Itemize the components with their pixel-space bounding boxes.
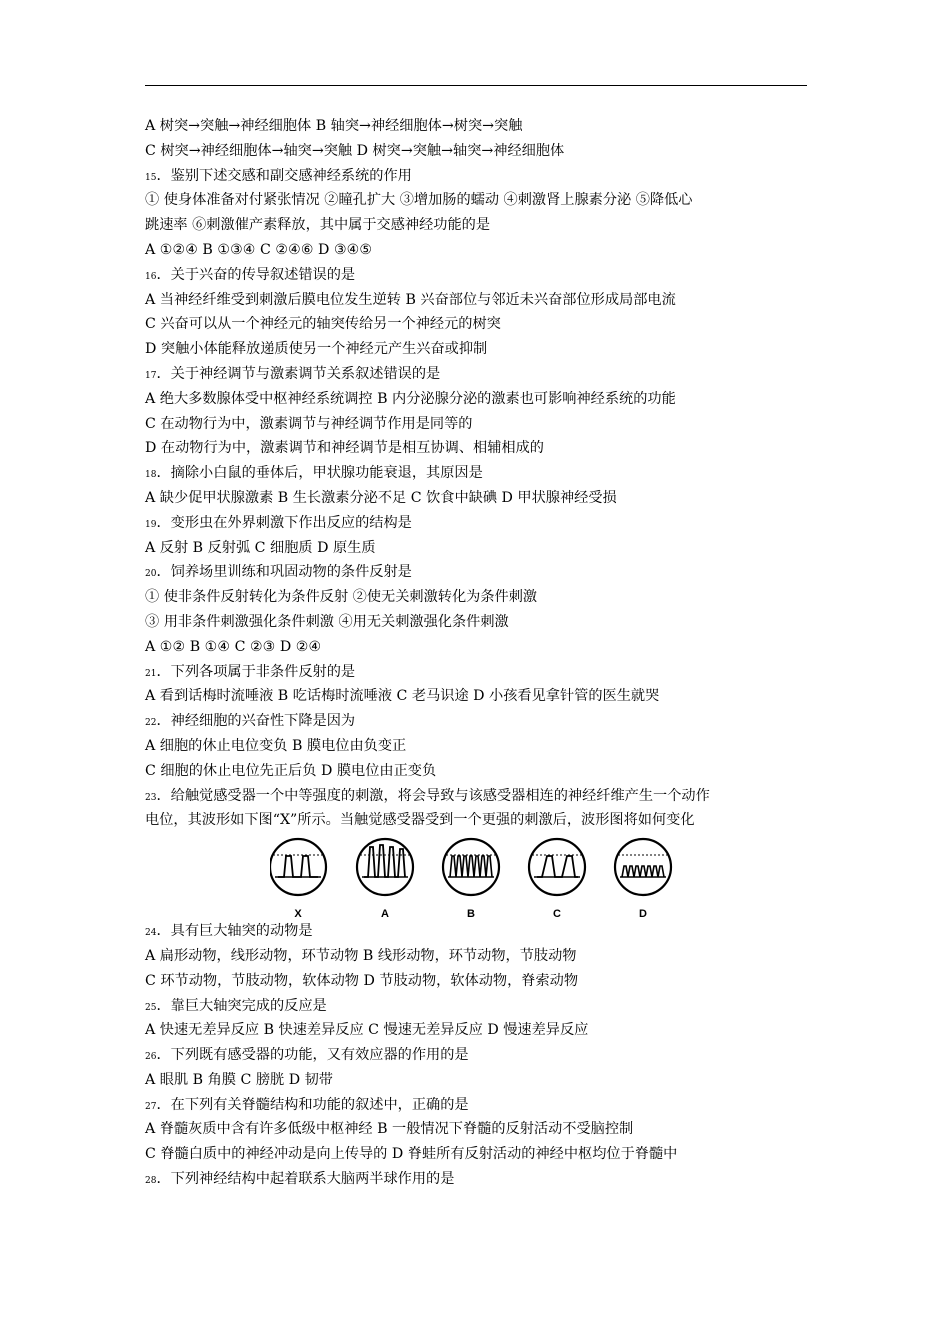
question-line: [145, 1043, 807, 1068]
question-number: 18: [145, 470, 157, 481]
question-number: 21: [145, 668, 157, 679]
question-line: [145, 1167, 807, 1192]
line-text: C 脊髓白质中的神经冲动是向上传导的 D 脊蛙所有反射活动的神经中枢均位于脊髓中: [145, 1146, 678, 1163]
line-text: ③ 用非条件刺激强化条件刺激 ④用无关刺激强化条件刺激: [145, 613, 509, 630]
text-line: [145, 1068, 807, 1093]
line-text: C 细胞的休止电位先正后负 D 膜电位由正变负: [145, 762, 437, 779]
waveform-label-d: D: [639, 908, 647, 920]
waveform-d-circle: [615, 839, 671, 919]
text-line: [145, 1018, 807, 1043]
text-line: [145, 188, 807, 213]
text-line: [145, 808, 807, 833]
line-text: A 绝大多数腺体受中枢神经系统调控 B 内分泌腺分泌的激素也可影响神经系统的功能: [145, 390, 676, 407]
question-line: [145, 994, 807, 1019]
line-text: A 快速无差异反应 B 快速差异反应 C 慢速无差异反应 D 慢速差异反应: [145, 1022, 589, 1039]
question-number: 24: [145, 928, 157, 939]
text-line: [145, 610, 807, 635]
line-text: A 扁形动物，线形动物，环节动物 B 线形动物，环节动物，节肢动物: [145, 947, 577, 964]
line-text: 跳速率 ⑥刺激催产素释放，其中属于交感神经功能的是: [145, 217, 491, 234]
question-content: [145, 114, 807, 1192]
line-text: D 突触小体能释放递质使另一个神经元产生兴奋或抑制: [145, 341, 488, 358]
line-text: A 看到话梅时流唾液 B 吃话梅时流唾液 C 老马识途 D 小孩看见拿针管的医生就哭: [145, 688, 660, 705]
line-text: A 当神经纤维受到刺激后膜电位发生逆转 B 兴奋部位与邻近未兴奋部位形成局部电流: [145, 291, 676, 308]
line-text: ．关于神经调节与激素调节关系叙述错误的是: [156, 365, 441, 382]
line-text: ① 使非条件反射转化为条件反射 ②使无关刺激转化为条件刺激: [145, 589, 538, 606]
text-line: [145, 486, 807, 511]
line-text: A ①② B ①④ C ②③ D ②④: [145, 638, 322, 655]
waveform-b-circle: [443, 839, 499, 919]
text-line: [145, 114, 807, 139]
text-line: [145, 684, 807, 709]
waveform-label-b: B: [467, 908, 475, 920]
waveform-figure-graphic: [270, 835, 680, 919]
question-line: [145, 461, 807, 486]
waveform-label-a: A: [381, 908, 389, 920]
waveform-label-c: C: [553, 908, 561, 920]
header-rule: [145, 85, 807, 86]
text-line: [145, 436, 807, 461]
text-line: [145, 139, 807, 164]
questions-after-figure: [145, 919, 807, 1192]
text-line: [145, 288, 807, 313]
line-text: ．靠巨大轴突完成的反应是: [156, 997, 327, 1014]
line-text: C 树突→神经细胞体→轴突→突触 D 树突→突触→轴突→神经细胞体: [145, 142, 565, 159]
text-line: [145, 536, 807, 561]
text-line: [145, 759, 807, 784]
line-text: ．变形虫在外界刺激下作出反应的结构是: [156, 514, 412, 531]
line-text: ．下列各项属于非条件反射的是: [156, 663, 356, 680]
line-text: ．神经细胞的兴奋性下降是因为: [156, 713, 356, 730]
question-line: [145, 709, 807, 734]
line-text: A 树突→突触→神经细胞体 B 轴突→神经细胞体→树突→突触: [145, 118, 523, 134]
question-number: 16: [145, 271, 157, 282]
line-text: A 脊髓灰质中含有许多低级中枢神经 B 一般情况下脊髓的反射活动不受脑控制: [145, 1121, 634, 1138]
waveform-label-x: X: [294, 908, 302, 920]
question-number: 22: [145, 718, 157, 729]
line-text: A 反射 B 反射弧 C 细胞质 D 原生质: [145, 539, 376, 556]
question-number: 19: [145, 519, 157, 530]
line-text: ．鉴别下述交感和副交感神经系统的作用: [156, 167, 412, 184]
question-line: [145, 560, 807, 585]
text-line: [145, 1117, 807, 1142]
question-number: 23: [145, 792, 157, 803]
waveform-figure: [145, 833, 807, 919]
question-line: [145, 919, 807, 944]
line-text: ．在下列有关脊髓结构和功能的叙述中，正确的是: [156, 1096, 469, 1113]
line-text: ．饲养场里训练和巩固动物的条件反射是: [156, 564, 412, 581]
waveform-a-circle: [357, 839, 413, 919]
line-text: A 缺少促甲状腺激素 B 生长激素分泌不足 C 饮食中缺碘 D 甲状腺神经受损: [145, 489, 617, 506]
line-text: A ①②④ B ①③④ C ②④⑥ D ③④⑤: [145, 241, 373, 258]
question-number: 27: [145, 1101, 157, 1112]
text-line: [145, 238, 807, 263]
question-number: 26: [145, 1052, 157, 1063]
line-text: 电位，其波形如下图“X”所示。当触觉感受器受到一个更强的刺激后，波形图将如何变化: [145, 812, 695, 829]
line-text: ．下列既有感受器的功能，又有效应器的作用的是: [156, 1047, 469, 1064]
questions-before-figure: [145, 114, 807, 833]
text-line: [145, 635, 807, 660]
text-line: [145, 337, 807, 362]
line-text: C 兴奋可以从一个神经元的轴突传给另一个神经元的树突: [145, 316, 501, 333]
text-line: [145, 944, 807, 969]
question-line: [145, 164, 807, 189]
question-line: [145, 660, 807, 685]
waveform-x-circle: [270, 839, 326, 919]
question-number: 25: [145, 1002, 157, 1013]
text-line: [145, 387, 807, 412]
line-text: A 眼肌 B 角膜 C 膀胱 D 韧带: [145, 1071, 333, 1088]
line-text: ．下列神经结构中起着联系大脑两半球作用的是: [156, 1171, 455, 1188]
waveform-c-circle: [529, 839, 585, 919]
line-text: ．具有巨大轴突的动物是: [156, 923, 313, 940]
line-text: ．关于兴奋的传导叙述错误的是: [156, 266, 356, 283]
line-text: C 环节动物，节肢动物，软体动物 D 节肢动物，软体动物，脊索动物: [145, 972, 579, 989]
line-text: A 细胞的休止电位变负 B 膜电位由负变正: [145, 737, 407, 754]
text-line: [145, 585, 807, 610]
text-line: [145, 1142, 807, 1167]
question-line: [145, 263, 807, 288]
question-line: [145, 511, 807, 536]
text-line: [145, 312, 807, 337]
question-number: 28: [145, 1176, 157, 1187]
question-line: [145, 784, 807, 809]
text-line: [145, 213, 807, 238]
line-text: ．给触觉感受器一个中等强度的刺激，将会导致与该感受器相连的神经纤维产生一个动作: [156, 787, 710, 804]
question-line: [145, 362, 807, 387]
question-number: 15: [145, 172, 157, 183]
line-text: D 在动物行为中，激素调节和神经调节是相互协调、相辅相成的: [145, 440, 544, 457]
text-line: [145, 969, 807, 994]
line-text: ① 使身体准备对付紧张情况 ②瞳孔扩大 ③增加肠的蠕动 ④刺激肾上腺素分泌 ⑤降低心: [145, 192, 693, 209]
text-line: [145, 734, 807, 759]
question-number: 20: [145, 569, 157, 580]
question-number: 17: [145, 370, 157, 381]
text-line: [145, 412, 807, 437]
line-text: ．摘除小白鼠的垂体后，甲状腺功能衰退，其原因是: [156, 465, 483, 482]
line-text: C 在动物行为中，激素调节与神经调节作用是同等的: [145, 415, 473, 432]
question-line: [145, 1093, 807, 1118]
